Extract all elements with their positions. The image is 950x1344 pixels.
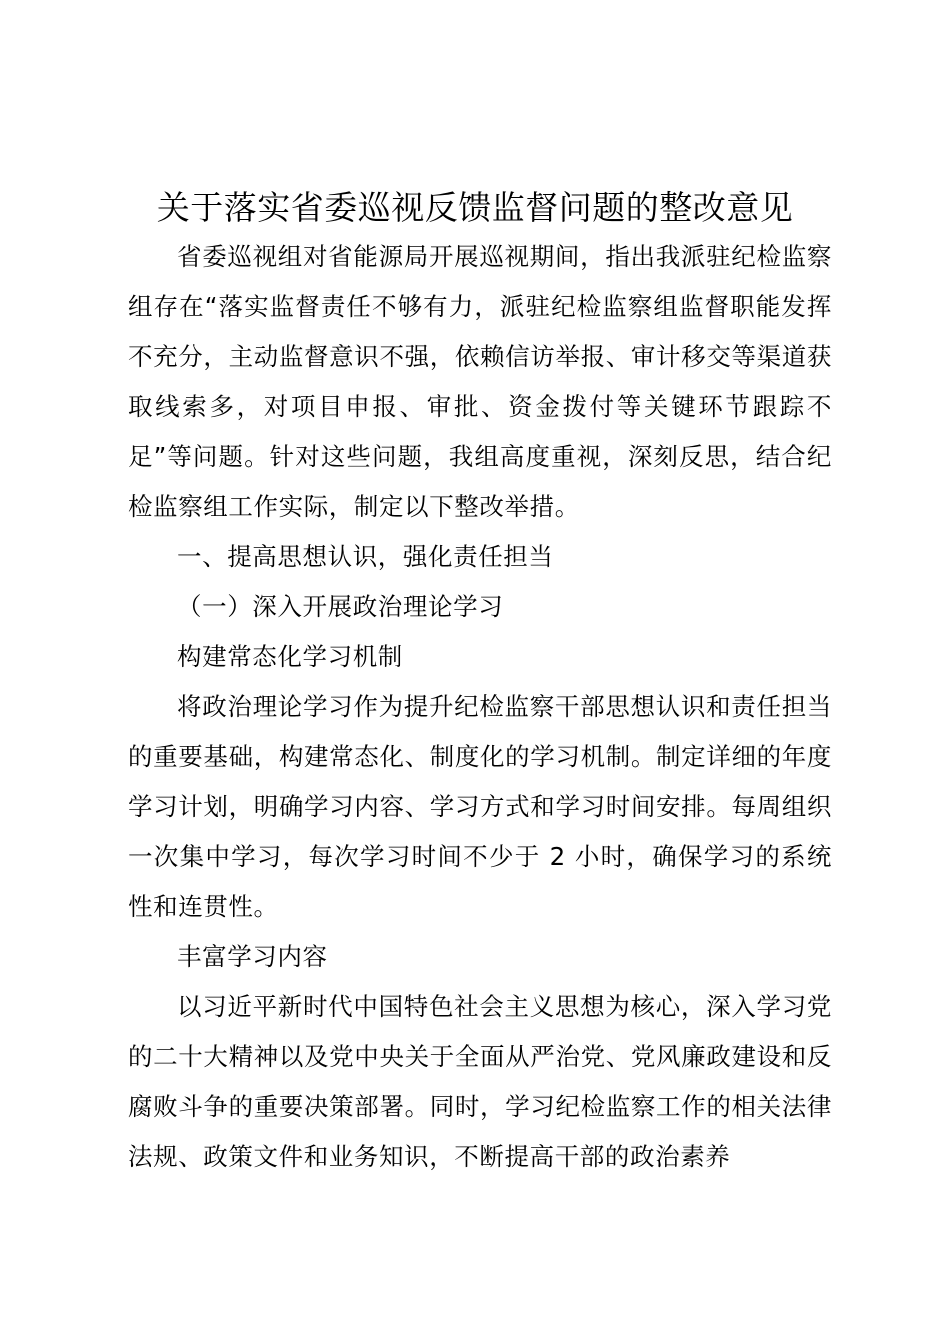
document-body — [128, 232, 832, 1182]
section-heading: 一、提高思想认识，强化责任担当 — [177, 542, 554, 571]
item-heading: 构建常态化学习机制 — [177, 642, 403, 671]
item-paragraph: 以习近平新时代中国特色社会主义思想为核心，深入学习党的二十大精神以及党中央关于全面从严治党、党风廉政建设和反腐败斗争的重要决策部署。同时，学习纪检监察工作的相关法律法规、政策文件和业务知识，不断提高干部的政治素养 — [128, 992, 832, 1171]
item-heading: 丰富学习内容 — [177, 942, 328, 971]
document-title: 关于落实省委巡视反馈监督问题的整改意见 — [156, 188, 794, 227]
intro-paragraph: 省委巡视组对省能源局开展巡视期间，指出我派驻纪检监察组存在“落实监督责任不够有力，派驻纪检监察组监督职能发挥不充分，主动监督意识不强，依赖信访举报、审计移交等渠道获取线索多，对项目申报、审批、资金拨付等关键环节跟踪不足”等问题。针对这些问题，我组高度重视，深刻反思，结合纪检监察组工作实际，制定以下整改举措。 — [128, 242, 832, 521]
subsection-heading: （一）深入开展政治理论学习 — [177, 592, 504, 621]
item-paragraph: 将政治理论学习作为提升纪检监察干部思想认识和责任担当的重要基础，构建常态化、制度化的学习机制。制定详细的年度学习计划，明确学习内容、学习方式和学习时间安排。每周组织一次集中学习，每次学习时间不少于 2 小时，确保学习的系统性和连贯性。 — [128, 692, 832, 921]
